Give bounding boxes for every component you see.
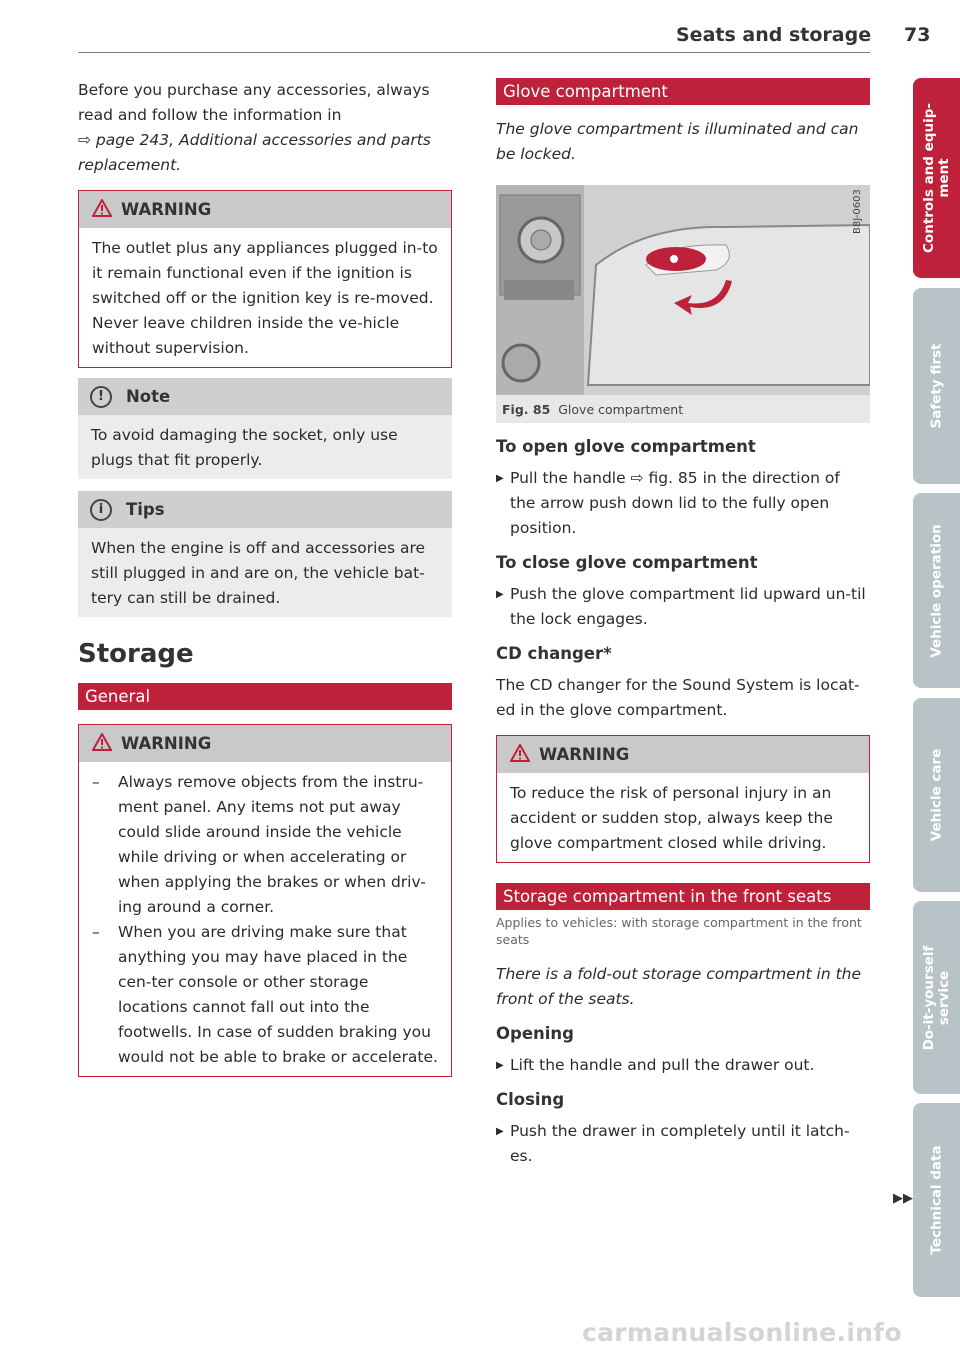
tab-label: Vehicle care — [928, 748, 944, 842]
left-column — [78, 78, 452, 1087]
warning-header — [79, 191, 451, 228]
tips-title: Tips — [126, 500, 165, 519]
figure-code: B8J-0603 — [852, 189, 863, 234]
warning-triangle-icon — [91, 733, 113, 755]
tab-vehicle-operation[interactable] — [913, 493, 960, 688]
bullet-triangle-icon: ▶ — [496, 1126, 504, 1137]
tab-safety-first[interactable] — [913, 288, 960, 484]
figure-caption-text: Glove compartment — [558, 402, 684, 417]
front-seats-intro: There is a fold-out storage compartment in the front of the seats. — [496, 965, 862, 1008]
tab-technical-data[interactable] — [913, 1103, 960, 1297]
tab-label: Controls and equip- ment — [920, 103, 952, 253]
subsection-bar-glove: Glove compartment — [496, 78, 870, 105]
warning-triangle-icon — [509, 744, 531, 766]
warning-header — [497, 736, 869, 773]
list-item-text: When you are driving make sure that anything you may have placed in the cen-ter console or other storage locations cannot fall out into the footwells. In case of sudden braking you would not be able to brake or accelerate. — [118, 923, 438, 1066]
tab-label: Vehicle operation — [928, 523, 944, 658]
instruction-opening — [496, 1053, 870, 1078]
intro-line: Before you purchase any accessories, always — [78, 81, 430, 99]
warning-box-glove — [496, 735, 870, 863]
note-exclamation-icon: ! — [90, 386, 112, 408]
warning-list — [79, 762, 451, 1076]
heading-closing: Closing — [496, 1090, 565, 1109]
tab-label: Safety first — [928, 343, 944, 429]
instruction-text: Pull the handle ⇨ fig. 85 in the direction of the arrow push down lid to the fully open position. — [510, 469, 840, 537]
list-item: – Always remove objects from the instru-ment panel. Any items not put away could slide around inside the vehicle while driving or when accelerating or when applying the brakes or when driv-ing around a corner. — [92, 773, 426, 916]
glove-intro: The glove compartment is illuminated and can be locked. — [496, 120, 859, 163]
tips-box — [78, 491, 452, 617]
continue-arrow-icon: ▶▶ — [893, 1191, 913, 1206]
warning-text: To reduce the risk of personal injury in an accident or sudden stop, always keep the glove compartment closed while driving. — [510, 784, 833, 852]
bullet-triangle-icon: ▶ — [496, 1060, 504, 1071]
tips-header — [78, 491, 452, 528]
warning-title: WARNING — [121, 734, 212, 753]
right-column — [496, 78, 870, 1169]
figure-label: Fig. 85 — [502, 402, 551, 417]
figure-glove-compartment — [496, 185, 870, 423]
header-rule — [78, 52, 870, 53]
applies-to-note: Applies to vehicles: with storage compartment in the front seats — [496, 915, 862, 947]
tips-text: When the engine is off and accessories are still plugged in and are on, the vehicle bat-tery can still be drained. — [91, 539, 426, 607]
watermark: carmanualsonline.info — [582, 1318, 902, 1347]
cd-changer-text: The CD changer for the Sound System is locat-ed in the glove compartment. — [496, 676, 860, 719]
tab-do-it-yourself-service[interactable] — [913, 901, 960, 1094]
bullet-triangle-icon: ▶ — [496, 589, 504, 600]
heading-open-glove: To open glove compartment — [496, 437, 756, 456]
glove-compartment-illustration — [496, 185, 870, 395]
note-text: To avoid damaging the socket, only use plugs that fit properly. — [91, 426, 398, 469]
intro-line: read and follow the information in — [78, 106, 342, 124]
page-link-continued[interactable]: replacement. — [78, 156, 182, 174]
subsection-bar-general: General — [78, 683, 452, 710]
tab-controls-and-equipment[interactable] — [913, 78, 960, 278]
info-icon: i — [90, 499, 112, 521]
bullet-triangle-icon: ▶ — [496, 473, 504, 484]
warning-title: WARNING — [121, 200, 212, 219]
warning-box-objects — [78, 724, 452, 1077]
tab-label: Technical data — [928, 1145, 944, 1255]
list-item-text: Always remove objects from the instru-ment panel. Any items not put away could slide around inside the vehicle while driving or when accelerating or when applying the brakes or when driv-ing around a corner. — [118, 773, 426, 916]
tab-label: Do-it-yourself service — [920, 945, 952, 1050]
page-number: 73 — [904, 24, 931, 46]
instruction-closing — [496, 1119, 870, 1169]
page-header-title: Seats and storage — [676, 24, 872, 46]
instruction-text: Push the drawer in completely until it latch-es. — [510, 1122, 850, 1165]
warning-title: WARNING — [539, 745, 630, 764]
instruction-text: Lift the handle and pull the drawer out. — [510, 1056, 815, 1074]
figure-caption — [502, 402, 683, 417]
warning-text: The outlet plus any appliances plugged in-to it remain functional even if the ignition is switched off or the ignition key is re-moved. Never leave children inside the ve-hicle without supervision. — [92, 239, 438, 357]
note-title: Note — [126, 387, 171, 406]
section-heading-storage: Storage — [78, 639, 194, 669]
warning-box-outlet — [78, 190, 452, 368]
heading-cd-changer: CD changer* — [496, 644, 612, 663]
warning-header — [79, 725, 451, 762]
tab-vehicle-care[interactable] — [913, 698, 960, 892]
list-item: – When you are driving make sure that anything you may have placed in the cen-ter console or other storage locations cannot fall out into the footwells. In case of sudden braking you would not be able to brake or accelerate. — [92, 923, 438, 1066]
warning-triangle-icon — [91, 199, 113, 221]
note-header — [78, 378, 452, 415]
instruction-open — [496, 466, 870, 541]
accessories-intro — [78, 78, 452, 178]
heading-opening: Opening — [496, 1024, 574, 1043]
instruction-text: Push the glove compartment lid upward un-til the lock engages. — [510, 585, 866, 628]
instruction-close — [496, 582, 870, 632]
subsection-bar-front-seats: Storage compartment in the front seats — [496, 883, 870, 910]
note-box — [78, 378, 452, 479]
heading-close-glove: To close glove compartment — [496, 553, 758, 572]
page-link[interactable]: ⇨ page 243, Additional accessories and parts — [78, 131, 431, 149]
